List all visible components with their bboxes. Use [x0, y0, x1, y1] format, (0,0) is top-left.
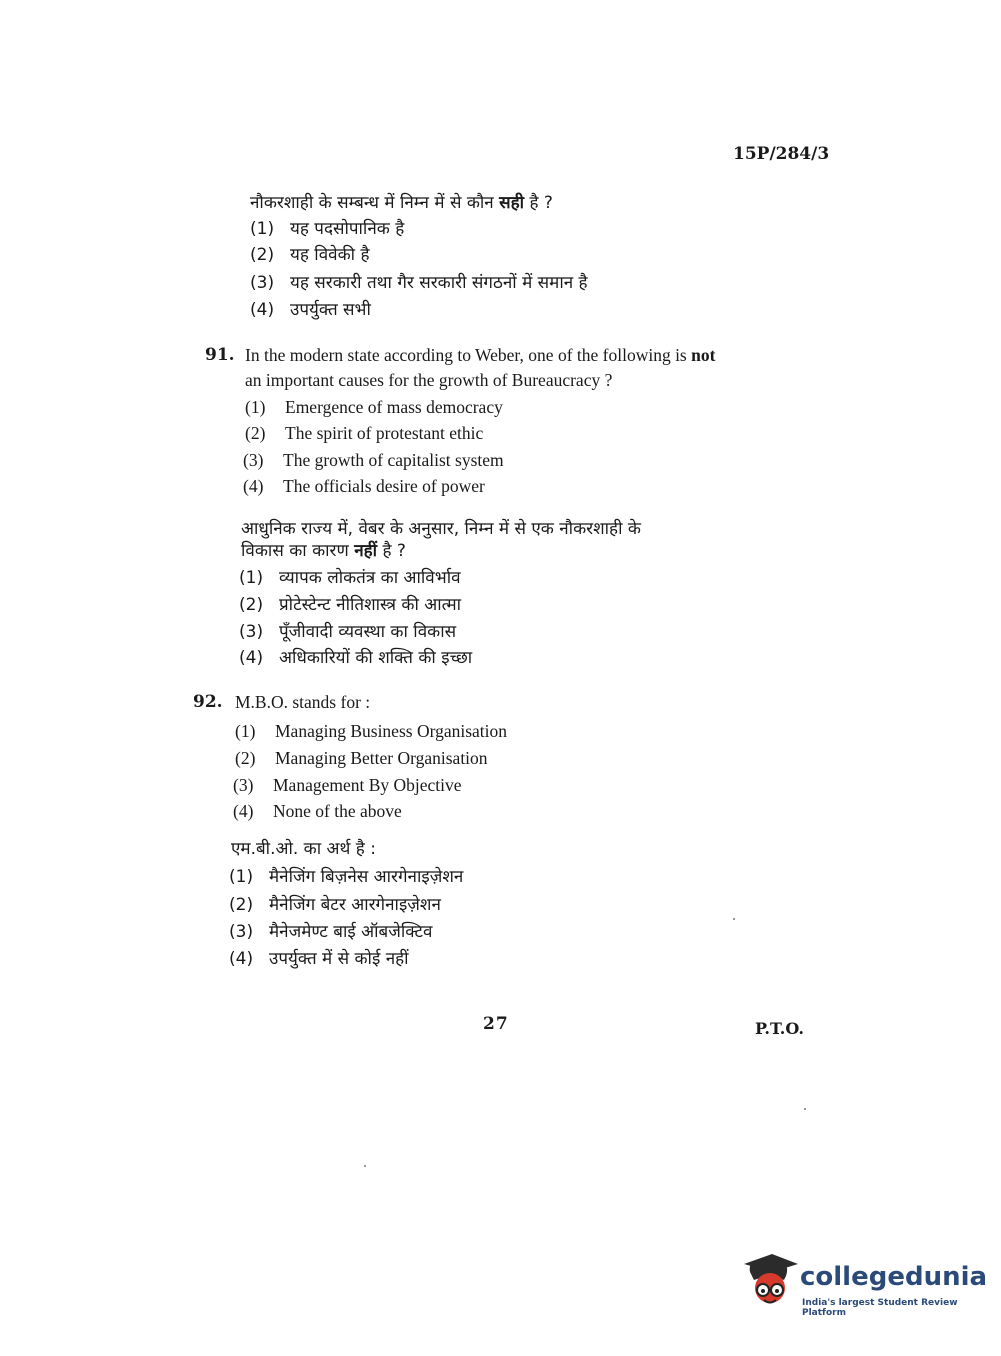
- logo-name: collegedunia: [800, 1262, 988, 1292]
- option-text: उपर्युक्त सभी: [290, 300, 371, 320]
- option-number: (3): [239, 622, 264, 642]
- option-text: Emergence of mass democracy: [285, 397, 503, 417]
- option-text: प्रोटेस्टेन्ट नीतिशास्त्र की आत्मा: [279, 595, 462, 615]
- speck: [364, 1165, 366, 1167]
- collegedunia-logo[interactable]: [740, 1250, 988, 1320]
- q90-hindi-question-end: है ?: [524, 193, 553, 213]
- option-number: (4): [250, 300, 275, 320]
- option-text: Management By Objective: [273, 775, 462, 795]
- q91-number: 91.: [205, 345, 235, 365]
- option-number: (3): [233, 775, 254, 795]
- option-number: (2): [250, 245, 275, 265]
- q90-hindi-question: [250, 190, 553, 213]
- q91-hindi-option: [239, 565, 461, 588]
- paper-code: 15P/284/3: [733, 144, 830, 164]
- option-number: (1): [250, 219, 275, 239]
- option-number: (4): [239, 648, 264, 668]
- option-text: मैनेजिंग बेटर आरगेनाइज़ेशन: [269, 895, 441, 915]
- q92-option: [235, 721, 507, 742]
- q91-question-line1: [245, 345, 715, 366]
- q90-hindi-option: [250, 270, 588, 293]
- q92-option: [233, 801, 402, 822]
- q91-hindi-question-text: विकास का कारण: [241, 541, 355, 561]
- q92-hindi-question: एम.बी.ओ. का अर्थ है :: [231, 839, 376, 859]
- q92-number: 92.: [193, 692, 223, 712]
- option-number: (2): [235, 748, 256, 768]
- option-number: (2): [239, 595, 264, 615]
- q90-hindi-question-emphasis: सही: [499, 193, 525, 213]
- q92-hindi-option: [229, 946, 409, 969]
- q90-hindi-option: [250, 216, 404, 239]
- q90-hindi-option: [250, 242, 370, 265]
- q92-question: M.B.O. stands for :: [235, 692, 371, 712]
- option-number: (3): [229, 922, 254, 942]
- q91-hindi-question-emphasis: नहीं: [354, 541, 378, 561]
- q90-hindi-option: [250, 297, 371, 320]
- mascot-icon: [740, 1250, 800, 1320]
- speck: [804, 1108, 806, 1110]
- option-number: (4): [233, 801, 254, 821]
- option-text: The spirit of protestant ethic: [285, 423, 484, 443]
- q92-option: [235, 748, 488, 769]
- page-number: 27: [483, 1014, 509, 1034]
- speck: [733, 918, 735, 920]
- option-number: (2): [245, 423, 266, 443]
- option-text: यह विवेकी है: [290, 245, 370, 265]
- option-number: (3): [243, 450, 264, 470]
- q91-option: [245, 423, 483, 444]
- option-text: Managing Better Organisation: [275, 748, 488, 768]
- option-text: व्यापक लोकतंत्र का आविर्भाव: [279, 568, 461, 588]
- q91-question-line2: an important causes for the growth of Bureaucracy ?: [245, 370, 613, 390]
- option-text: यह सरकारी तथा गैर सरकारी संगठनों में समान है: [290, 273, 588, 293]
- option-text: पूँजीवादी व्यवस्था का विकास: [279, 622, 457, 642]
- option-number: (4): [243, 476, 264, 496]
- option-number: (4): [229, 949, 254, 969]
- q91-option: [243, 476, 485, 497]
- q91-hindi-question-line1: आधुनिक राज्य में, वेबर के अनुसार, निम्न में से एक नौकरशाही के: [241, 519, 641, 539]
- q92-hindi-option: [229, 892, 441, 915]
- option-number: (1): [239, 568, 264, 588]
- q90-hindi-question-text: नौकरशाही के सम्बन्ध में निम्न में से कौन: [250, 193, 500, 213]
- option-number: (2): [229, 895, 254, 915]
- logo-tagline: India's largest Student Review Platform: [802, 1298, 958, 1318]
- q91-hindi-option: [239, 592, 461, 615]
- option-text: None of the above: [273, 801, 402, 821]
- option-text: Managing Business Organisation: [275, 721, 508, 741]
- option-number: (1): [245, 397, 266, 417]
- q91-option: [245, 397, 503, 418]
- option-number: (1): [229, 867, 254, 887]
- pto-label: P.T.O.: [755, 1019, 804, 1038]
- q91-question-emphasis: not: [691, 345, 716, 365]
- q92-option: [233, 775, 462, 796]
- option-number: (1): [235, 721, 256, 741]
- q91-question-text: In the modern state according to Weber, one of the following is: [245, 345, 692, 365]
- option-text: The growth of capitalist system: [283, 450, 504, 470]
- q91-hindi-question-end: है ?: [377, 541, 406, 561]
- q91-hindi-option: [239, 619, 456, 642]
- option-text: अधिकारियों की शक्ति की इच्छा: [279, 648, 473, 668]
- option-text: The officials desire of power: [283, 476, 485, 496]
- option-text: मैनेजिंग बिज़नेस आरगेनाइज़ेशन: [269, 867, 464, 887]
- q91-hindi-option: [239, 645, 472, 668]
- q91-hindi-question-line2: [241, 538, 406, 561]
- option-text: उपर्युक्त में से कोई नहीं: [269, 949, 409, 969]
- q92-hindi-option: [229, 919, 433, 942]
- q92-hindi-option: [229, 864, 463, 887]
- option-number: (3): [250, 273, 275, 293]
- option-text: यह पदसोपानिक है: [290, 219, 405, 239]
- q91-option: [243, 450, 504, 471]
- option-text: मैनेजमेण्ट बाई ऑबजेक्टिव: [269, 922, 433, 942]
